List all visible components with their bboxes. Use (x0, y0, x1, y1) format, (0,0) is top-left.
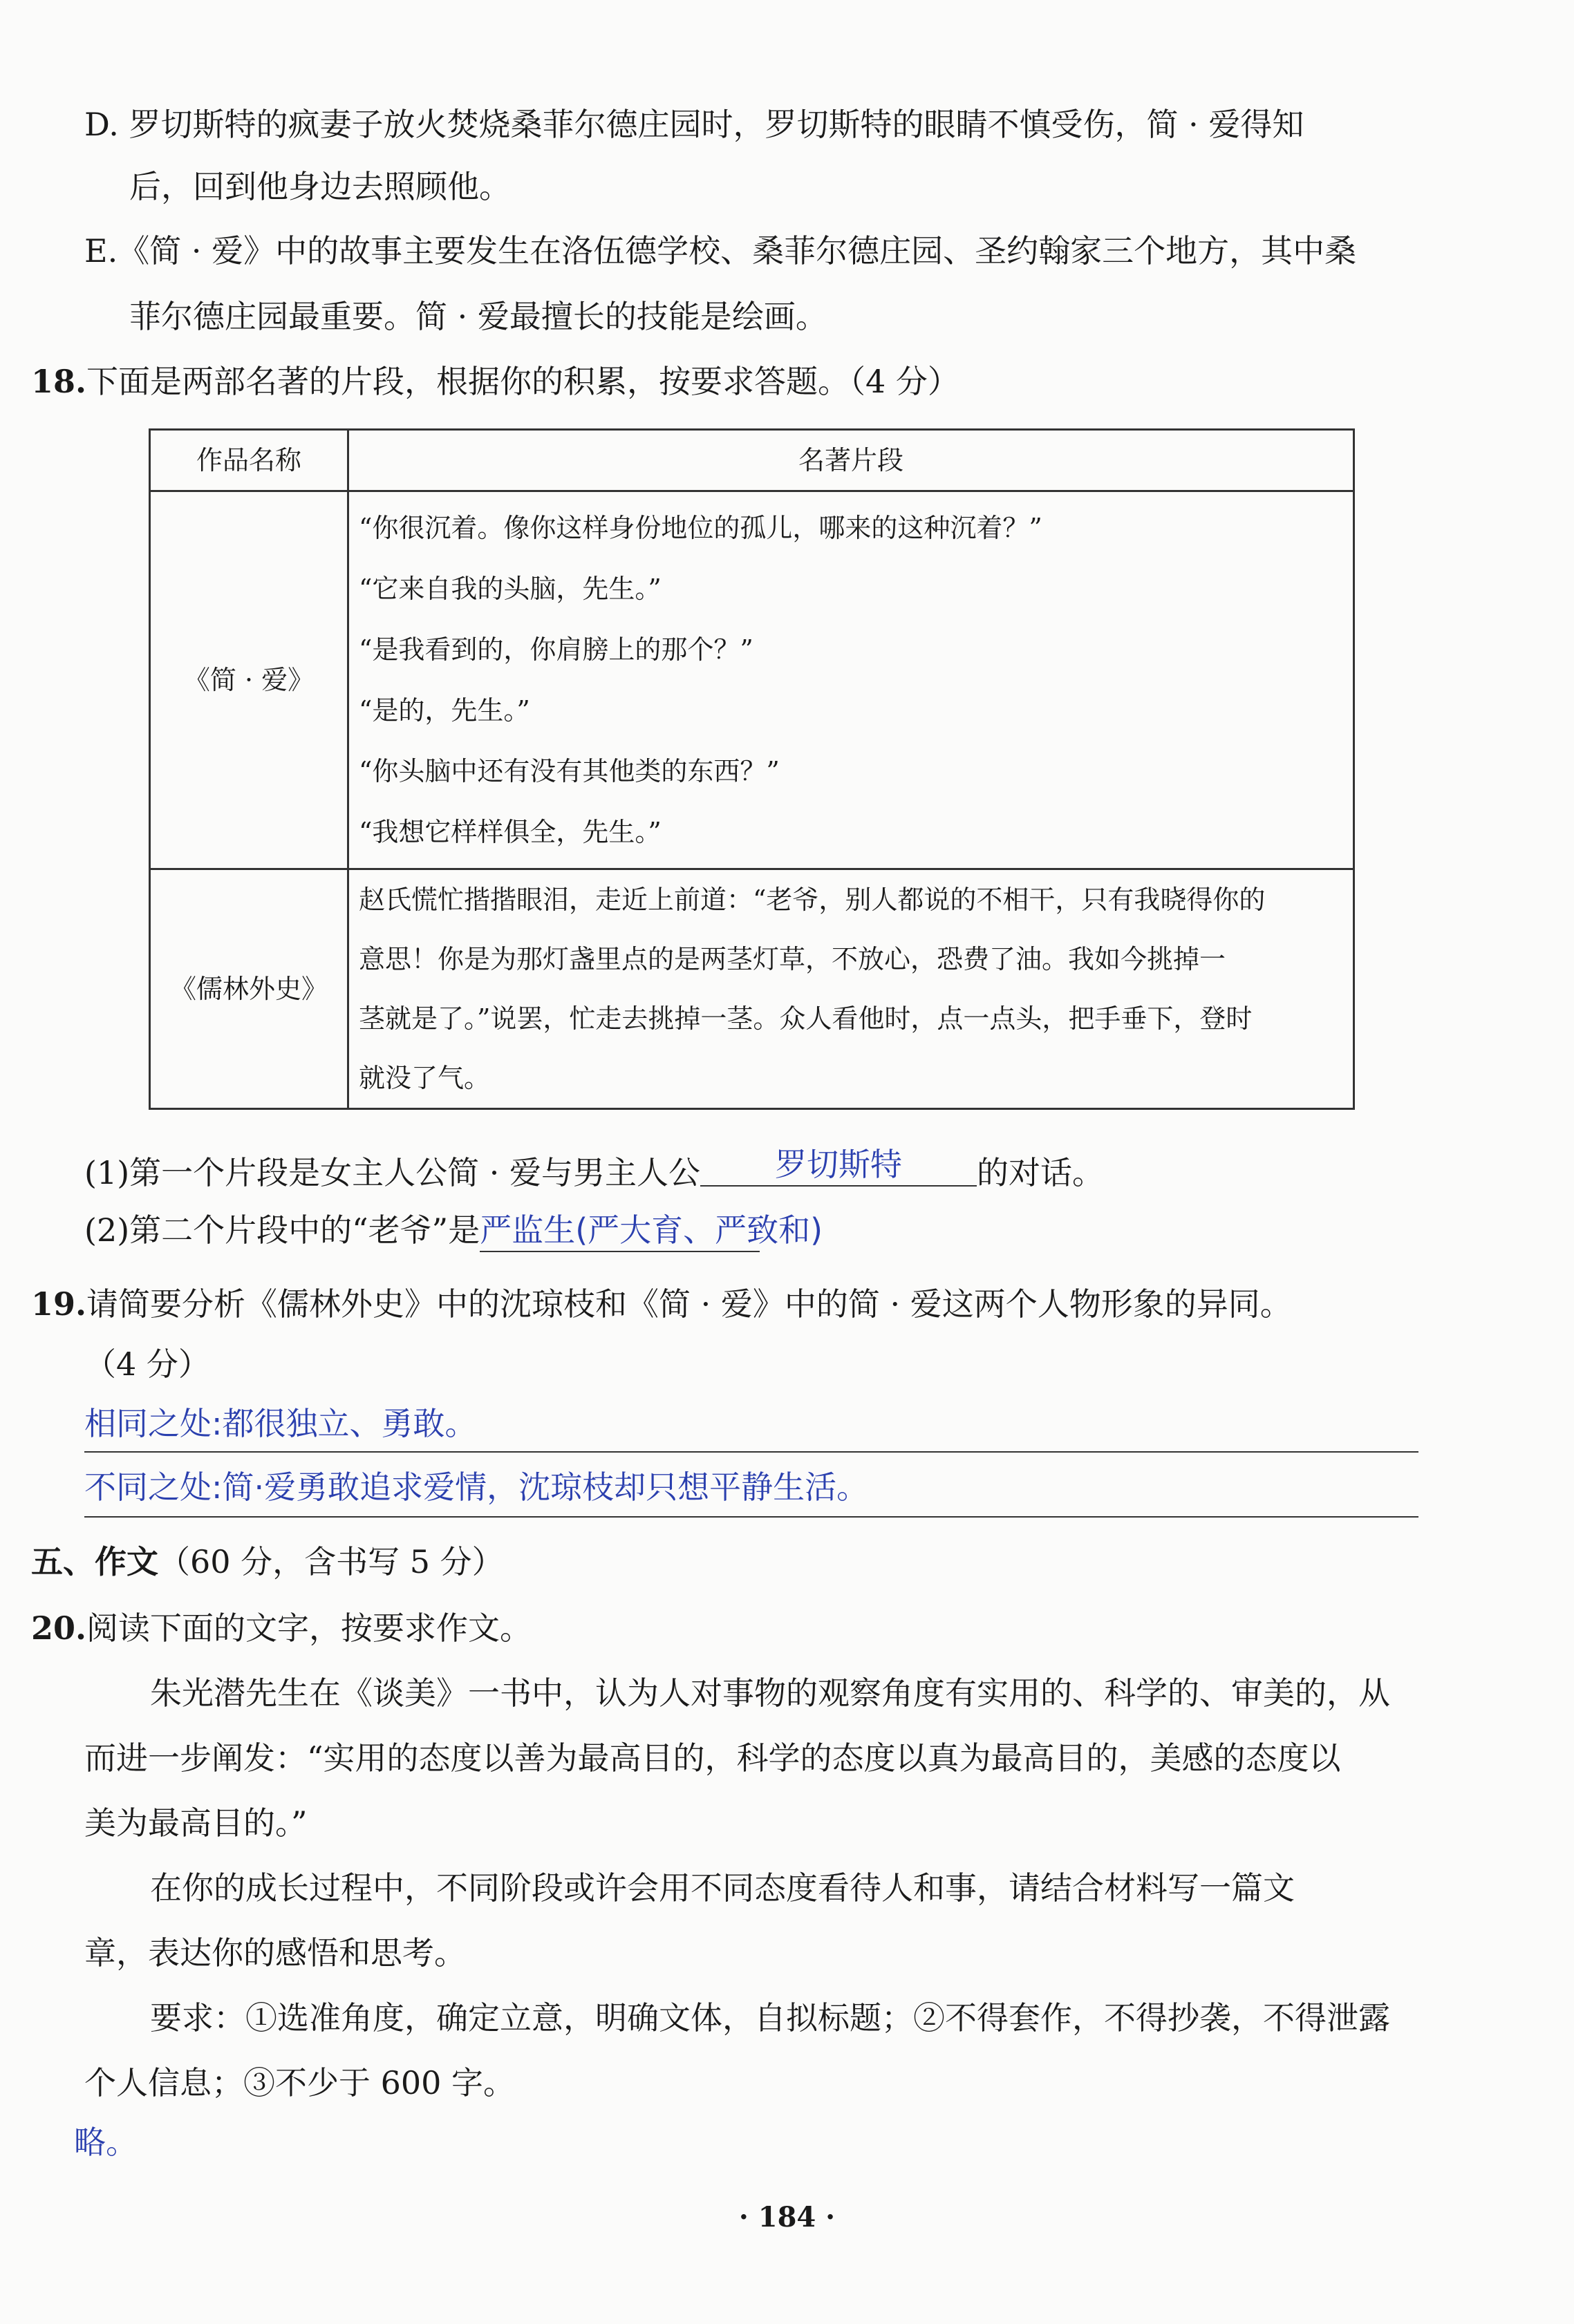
q18-sub1 (84, 1146, 1105, 1195)
question-number: 18. (31, 363, 87, 400)
fragment-line: “是我看到的，你肩膀上的那个？” (359, 634, 753, 665)
section-title: 五、作文 (31, 1543, 158, 1580)
work-name-rulin-waishi: 《儒林外史》 (150, 869, 348, 1109)
q20-para2-line: 章，表达你的感悟和思考。 (84, 1934, 466, 1972)
answer-line (84, 1451, 1418, 1453)
sub1-prefix: (1)第一个片段是女主人公简 · 爱与男主人公 (84, 1154, 701, 1191)
question-text: 下面是两部名著的片段，根据你的积累，按要求答题。（4 分） (86, 363, 959, 400)
table-row (150, 491, 1354, 869)
question-19 (31, 1283, 1292, 1325)
question-18 (31, 361, 959, 402)
fragment-rulin-waishi (348, 869, 1354, 1109)
q20-para3-line: 个人信息；③不少于 600 字。 (84, 2064, 516, 2101)
table-row (150, 869, 1354, 1109)
q20-para1-line: 而进一步阐发：“实用的态度以善为最高目的，科学的态度以真为最高目的，美感的态度以 (84, 1739, 1341, 1777)
option-d-line2: 后，回到他身边去照顾他。 (129, 168, 511, 205)
question-number: 19. (31, 1285, 87, 1323)
fragment-line: “你头脑中还有没有其他类的东西？” (359, 756, 780, 786)
fragment-line: “它来自我的头脑，先生。” (359, 574, 662, 604)
q19-score: （4 分） (84, 1345, 210, 1383)
question-text: 阅读下面的文字，按要求作文。 (86, 1609, 532, 1647)
q19-answer-2[interactable]: 不同之处:简·爱勇敢追求爱情，沈琼枝却只想平静生活。 (84, 1468, 869, 1506)
fragment-line: 茎就是了。”说罢，忙走去挑掉一茎。众人看他时，点一点头，把手垂下，登时 (359, 1003, 1253, 1034)
q18-sub2 (84, 1209, 823, 1252)
q20-para2-line: 在你的成长过程中，不同阶段或许会用不同态度看待人和事，请结合材料写一篇文 (150, 1869, 1295, 1907)
option-e-line1: E.《简 · 爱》中的故事主要发生在洛伍德学校、桑菲尔德庄园、圣约翰家三个地方，其中桑 (84, 232, 1357, 270)
q19-answer-1[interactable]: 相同之处:都很独立、勇敢。 (84, 1405, 477, 1442)
fragment-jane-eyre (348, 491, 1354, 869)
fragment-line: 意思！你是为那灯盏里点的是两茎灯草，不放心，恐费了油。我如今挑掉一 (359, 944, 1226, 974)
page-number: · 184 · (738, 2201, 836, 2233)
q20-para1-line: 朱光潜先生在《谈美》一书中，认为人对事物的观察角度有实用的、科学的、审美的，从 (150, 1674, 1390, 1712)
sub1-suffix: 的对话。 (977, 1154, 1105, 1191)
header-fragment: 名著片段 (348, 430, 1354, 491)
question-20 (31, 1607, 532, 1649)
answer-line (84, 1516, 1418, 1518)
q20-answer[interactable]: 略。 (74, 2124, 138, 2161)
answer-blank-1[interactable]: 罗切斯特 (700, 1144, 977, 1187)
header-work-name: 作品名称 (150, 430, 348, 491)
works-table (149, 428, 1355, 1110)
work-name-jane-eyre: 《简 · 爱》 (150, 491, 348, 869)
fragment-line: 就没了气。 (359, 1063, 491, 1093)
fragment-line: “我想它样样俱全，先生。” (359, 817, 662, 847)
section-5-heading (31, 1541, 504, 1583)
fragment-line: “是的，先生。” (359, 695, 530, 726)
fragment-line: 赵氏慌忙揩揩眼泪，走近上前道：“老爷，别人都说的不相干，只有我晓得你的 (359, 885, 1266, 915)
sub2-prefix: (2)第二个片段中的“老爷”是 (84, 1211, 480, 1249)
section-note: （60 分，含书写 5 分） (158, 1543, 504, 1580)
q20-para1-line: 美为最高目的。” (84, 1804, 308, 1842)
fragment-line: “你很沉着。像你这样身份地位的孤儿，哪来的这种沉着？” (359, 513, 1042, 543)
option-e-line2: 菲尔德庄园最重要。简 · 爱最擅长的技能是绘画。 (129, 298, 827, 335)
answer-blank-2[interactable]: 严监生(严大育、严致和) (480, 1209, 760, 1252)
question-text: 请简要分析《儒林外史》中的沈琼枝和《简 · 爱》中的简 · 爱这两个人物形象的异同。 (86, 1285, 1292, 1323)
q20-para3-line: 要求：①选准角度，确定立意，明确文体，自拟标题；②不得套作，不得抄袭，不得泄露 (150, 1999, 1390, 2037)
table-header-row (150, 430, 1354, 491)
option-d-line1: D. 罗切斯特的疯妻子放火焚烧桑菲尔德庄园时，罗切斯特的眼睛不慎受伤，简 · 爱得知 (84, 106, 1304, 143)
question-number: 20. (31, 1609, 87, 1647)
